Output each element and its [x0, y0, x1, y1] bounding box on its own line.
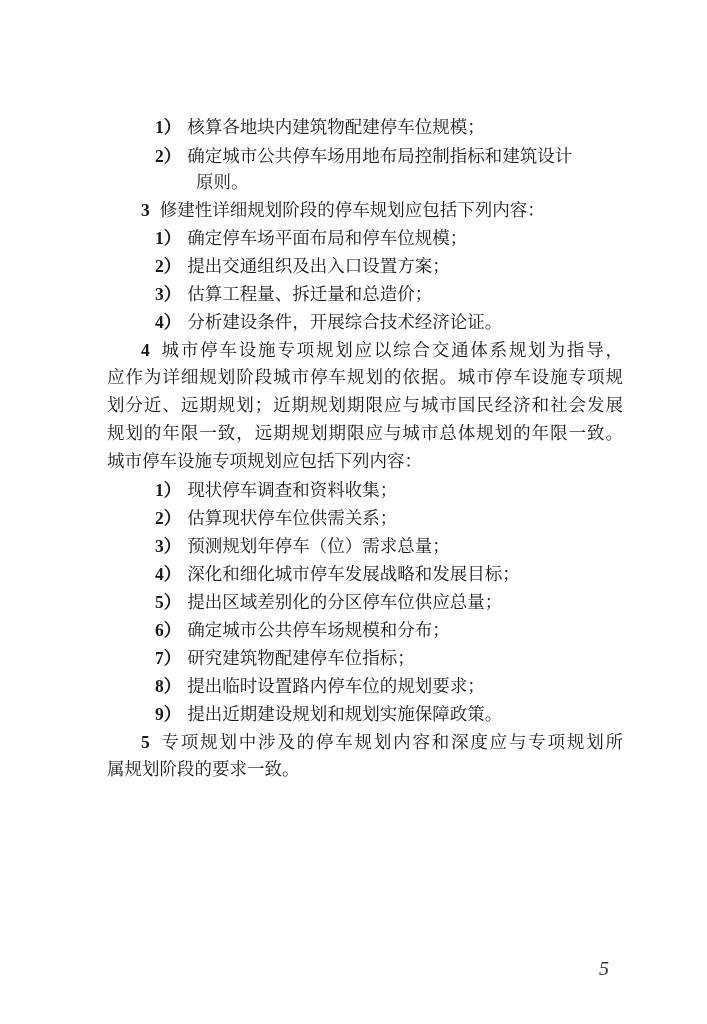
paragraph-4-line: 划分近、远期规划；近期规划期限应与城市国民经济和社会发展	[107, 396, 623, 416]
item-continuation: 原则。	[196, 173, 249, 193]
item-text: 确定城市公共停车场规模和分布；	[187, 621, 450, 641]
item-text: 现状停车调查和资料收集；	[187, 481, 398, 501]
item-number: 1）	[155, 228, 182, 248]
item-number: 2）	[155, 146, 182, 166]
paragraph-4-line: 应作为详细规划阶段城市停车规划的依据。城市停车设施专项规	[107, 368, 623, 388]
item-number: 2）	[155, 256, 182, 276]
list-item	[155, 227, 467, 250]
paragraph-number: 5	[141, 732, 150, 752]
list-item	[155, 675, 485, 698]
page-number: 5	[599, 958, 609, 980]
paragraph-text: 专项规划中涉及的停车规划内容和深度应与专项规划所	[159, 733, 623, 753]
paragraph-4-line: 城市停车设施专项规划应包括下列内容：	[107, 452, 422, 472]
item-text: 提出区域差别化的分区停车位供应总量；	[187, 593, 503, 613]
list-item	[155, 311, 502, 334]
list-item	[155, 507, 397, 530]
item-text: 提出近期建设规划和规划实施保障政策。	[187, 705, 503, 725]
item-text: 提出交通组织及出入口设置方案；	[187, 257, 450, 277]
list-item	[155, 619, 450, 642]
paragraph-number: 3	[141, 200, 150, 220]
paragraph-5-line	[141, 731, 623, 754]
list-item	[155, 145, 572, 168]
item-text: 确定城市公共停车场用地布局控制指标和建筑设计	[187, 147, 573, 167]
paragraph-5-line: 属规划阶段的要求一致。	[107, 760, 300, 780]
item-text: 研究建筑物配建停车位指标；	[187, 649, 415, 669]
item-text: 核算各地块内建筑物配建停车位规模；	[187, 118, 485, 138]
item-text: 深化和细化城市停车发展战略和发展目标；	[187, 565, 520, 585]
list-item	[155, 591, 502, 614]
item-text: 估算现状停车位供需关系；	[187, 509, 398, 529]
list-item	[155, 647, 415, 670]
list-item	[155, 255, 450, 278]
list-item	[155, 116, 485, 139]
paragraph-text: 修建性详细规划阶段的停车规划应包括下列内容：	[159, 201, 545, 221]
item-number: 3）	[155, 284, 182, 304]
item-text: 预测规划年停车（位）需求总量；	[187, 537, 450, 557]
item-text: 确定停车场平面布局和停车位规模；	[187, 229, 468, 249]
paragraph-number: 4	[141, 340, 150, 360]
item-number: 3）	[155, 536, 182, 556]
list-item	[155, 283, 432, 306]
item-number: 9）	[155, 704, 182, 724]
item-number: 5）	[155, 592, 182, 612]
list-item	[155, 479, 397, 502]
item-number: 7）	[155, 648, 182, 668]
item-text: 估算工程量、拆迁量和总造价；	[187, 285, 433, 305]
list-item	[155, 703, 502, 726]
paragraph-3	[141, 199, 545, 222]
item-number: 8）	[155, 676, 182, 696]
list-item	[155, 535, 450, 558]
item-number: 6）	[155, 620, 182, 640]
item-number: 4）	[155, 564, 182, 584]
item-text: 分析建设条件，开展综合技术经济论证。	[187, 313, 503, 333]
item-number: 1）	[155, 480, 182, 500]
paragraph-4-line: 规划的年限一致，远期规划期限应与城市总体规划的年限一致。	[107, 424, 623, 444]
item-number: 1）	[155, 117, 182, 137]
paragraph-4-line	[141, 339, 623, 362]
item-number: 2）	[155, 508, 182, 528]
list-item	[155, 563, 520, 586]
paragraph-text: 城市停车设施专项规划应以综合交通体系规划为指导，	[159, 341, 623, 361]
item-number: 4）	[155, 312, 182, 332]
item-text: 提出临时设置路内停车位的规划要求；	[187, 677, 485, 697]
